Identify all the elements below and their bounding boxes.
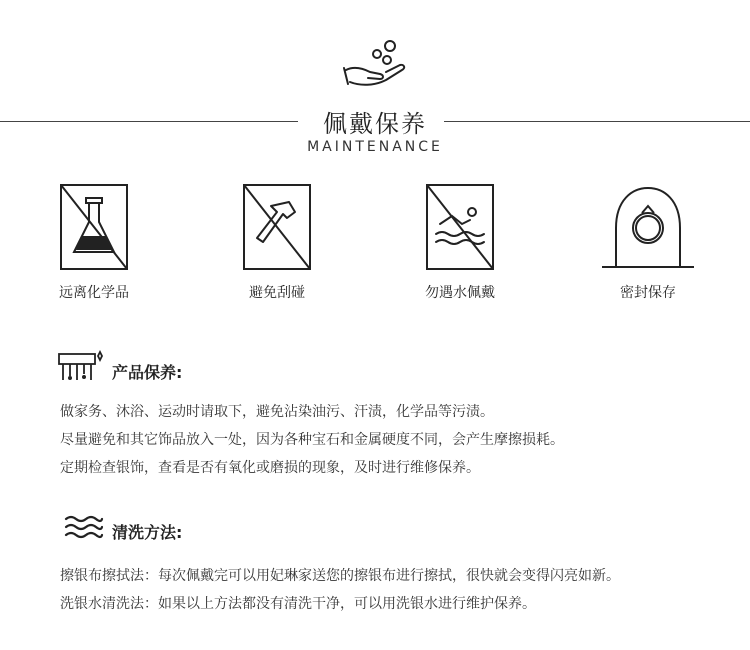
jewelry-display-icon [56, 350, 104, 384]
page-subtitle: MAINTENANCE [307, 139, 443, 155]
product-care-title: 产品保养: [112, 363, 183, 382]
icon-label-water: 勿遇水佩戴 [425, 285, 495, 301]
cleaning-title: 清洗方法: [112, 523, 183, 542]
product-care-line: 尽量避免和其它饰品放入一处，因为各种宝石和金属硬度不同，会产生摩擦损耗。 [60, 432, 564, 448]
waves-icon [64, 514, 104, 540]
icon-label-chemicals: 远离化学品 [59, 285, 129, 301]
swimmer-crossed-icon [426, 184, 494, 270]
cleaning-text [60, 562, 620, 618]
icon-label-seal: 密封保存 [620, 285, 676, 301]
page-title: 佩戴保养 [0, 104, 750, 139]
hand-bubbles-icon [340, 38, 410, 90]
flask-crossed-icon [60, 184, 128, 270]
product-care-line: 做家务、沐浴、运动时请取下，避免沾染油污、汗渍，化学品等污渍。 [60, 404, 494, 420]
cleaning-line: 擦银布擦拭法：每次佩戴完可以用妃琳家送您的擦银布进行擦拭，很快就会变得闪亮如新。 [60, 568, 620, 584]
ring-box-icon [602, 182, 694, 272]
cleaning-line: 洗银水清洗法：如果以上方法都没有清洗干净，可以用洗银水进行维护保养。 [60, 596, 536, 612]
product-care-line: 定期检查银饰，查看是否有氧化或磨损的现象，及时进行维修保养。 [60, 460, 480, 476]
icon-label-scratch: 避免刮碰 [249, 285, 305, 301]
product-care-text [60, 398, 564, 482]
hammer-crossed-icon [243, 184, 311, 270]
